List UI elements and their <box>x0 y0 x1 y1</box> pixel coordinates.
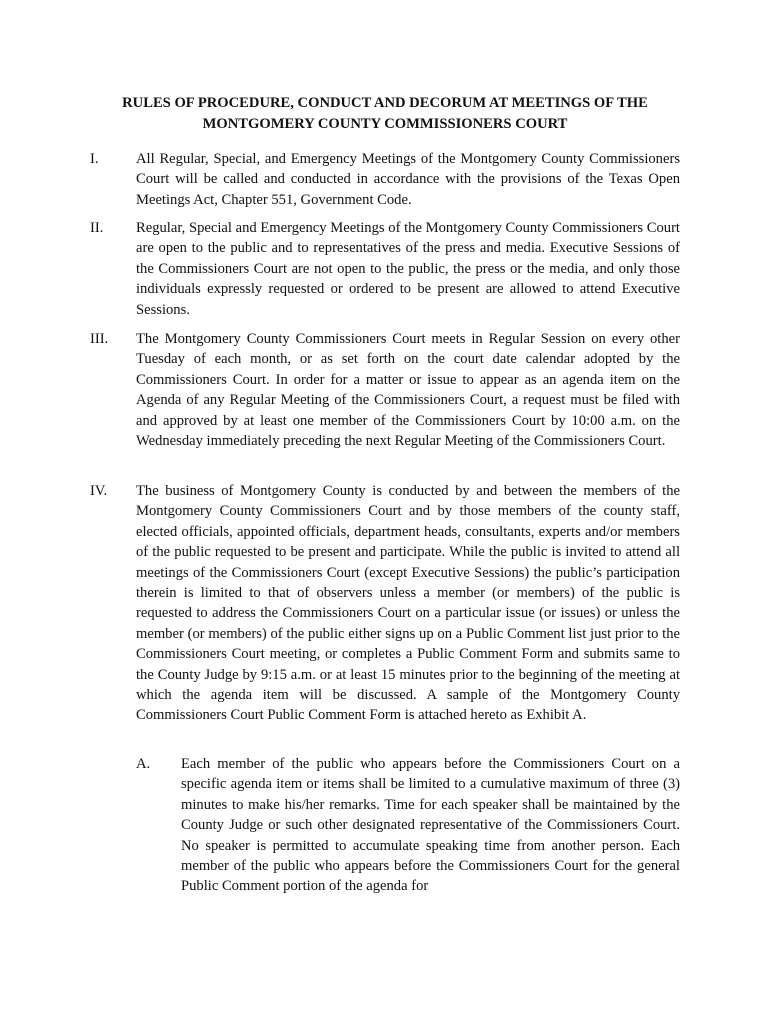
section-ii <box>90 218 680 320</box>
title-line-1: RULES OF PROCEDURE, CONDUCT AND DECORUM AT MEETINGS OF THE <box>122 95 648 111</box>
section-numeral: II. <box>90 220 104 236</box>
subsection-a <box>136 754 680 897</box>
subsection-text: Each member of the public who appears before the Commissioners Court on a specific agenda item or items shall be limited to a cumulative maximum of three (3) minutes to make his/her remarks. Time for each speaker shall be maintained by the County Judge or such other designated representative of the Commissioners Court. No speaker is permitted to accumulate speaking time from another person. Each member of the public who appears before the Commissioners Court for the general Public Comment portion of the agenda for <box>181 756 680 895</box>
section-text: The Montgomery County Commissioners Court meets in Regular Session on every other Tuesday of each month, or as set forth on the court date calendar adopted by the Commissioners Court. In order for a matter or issue to appear as an agenda item on the Agenda of any Regular Meeting of the Commissioners Court, a request must be filed with and approved by at least one member of the Commissioners Court by 10:00 a.m. on the Wednesday immediately preceding the next Regular Meeting of the Commissioners Court. <box>136 331 680 450</box>
subsection-numeral: A. <box>136 756 151 772</box>
section-text: The business of Montgomery County is conducted by and between the members of the Montgomery County Commissioners Court and by those members of the county staff, elected officials, appointed officials, department heads, consultants, experts and/or members of the public requested to be present and participate. While the public is invited to attend all meetings of the Commissioners Court (except Executive Sessions) the public’s participation therein is limited to that of observers unless a member (or members) of the public is requested to address the Commissioners Court on a particular issue (or issues) or unless the member (or members) of the public either signs up on a Public Comment list just prior to the Commissioners Court meeting, or completes a Public Comment Form and submits same to the County Judge by 9:15 a.m. or at least 15 minutes prior to the beginning of the meeting at which the agenda item will be discussed. A sample of the Montgomery County Commissioners Court Public Comment Form is attached hereto as Exhibit A. <box>136 483 680 724</box>
section-numeral: I. <box>90 151 99 167</box>
section-numeral: III. <box>90 331 109 347</box>
section-i <box>90 149 680 210</box>
section-text: All Regular, Special, and Emergency Meetings of the Montgomery County Commissioners Court will be called and conducted in accordance with the provisions of the Texas Open Meetings Act, Chapter 551, Government Code. <box>136 151 680 208</box>
section-numeral: IV. <box>90 483 108 499</box>
section-iv <box>90 481 680 726</box>
document-title <box>80 93 690 135</box>
section-iii <box>90 329 680 451</box>
title-line-2: MONTGOMERY COUNTY COMMISSIONERS COURT <box>202 116 568 132</box>
section-text: Regular, Special and Emergency Meetings of the Montgomery County Commissioners Court are open to the public and to representatives of the press and media. Executive Sessions of the Commissioners Court are not open to the public, the press or the media, and only those individuals expressly requested or ordered to be present are allowed to attend Executive Sessions. <box>136 220 680 318</box>
